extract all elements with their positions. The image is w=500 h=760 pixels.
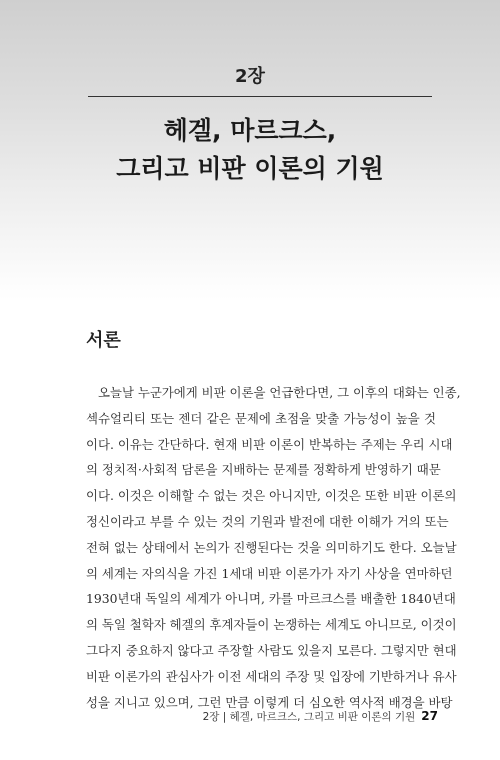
- body-line: 이다. 이유는 간단하다. 현재 비판 이론이 반복하는 주제는 우리 시대: [86, 436, 453, 452]
- body-line: 의 독일 철학자 헤겔의 후계자들이 논쟁하는 세계도 아니므로, 이것이: [86, 617, 457, 633]
- chapter-title-line-2: 그리고 비판 이론의 기원: [116, 154, 384, 183]
- body-line: 의 정치적·사회적 담론을 지배하는 문제를 정확하게 반영하기 때문: [86, 462, 441, 478]
- body-line: 그다지 중요하지 않다고 주장할 사람도 있을지 모른다. 그렇지만 현대: [86, 642, 457, 658]
- body-line: 전혀 없는 상태에서 논의가 진행된다는 것을 의미하기도 한다. 오늘날: [86, 539, 457, 555]
- running-head: 2장 | 헤겔, 마르크스, 그리고 비판 이론의 기원: [202, 711, 416, 723]
- chapter-number: 2장: [235, 66, 265, 87]
- body-line: 섹슈얼리티 또는 젠더 같은 문제에 초점을 맞출 가능성이 높을 것: [86, 410, 436, 426]
- body-line: 성을 지니고 있으며, 그런 만큼 이렇게 더 심오한 역사적 배경을 바탕: [86, 694, 453, 710]
- body-line: 비판 이론가의 관심사가 이전 세대의 주장 및 입장에 기반하거나 유사: [86, 668, 457, 684]
- body-line: 이다. 이것은 이해할 수 없는 것은 아니지만, 이것은 또한 비판 이론의: [86, 488, 457, 504]
- body-line: 의 세계는 자의식을 가진 1세대 비판 이론가가 자기 사상을 연마하던: [86, 565, 453, 581]
- body-line: 1930년대 독일의 세계가 아니며, 카를 마르크스를 배출한 1840년대: [86, 591, 456, 607]
- body-line: 오늘날 누군가에게 비판 이론을 언급한다면, 그 이후의 대화는 인종,: [98, 385, 461, 400]
- chapter-title: [0, 112, 500, 188]
- page-number: 27: [421, 709, 438, 723]
- section-heading: 서론: [86, 330, 121, 351]
- chapter-divider: [88, 96, 432, 97]
- page-footer: [0, 709, 438, 724]
- body-line: 정신이라고 부를 수 있는 것의 기원과 발전에 대한 이해가 거의 또는: [86, 513, 449, 529]
- body-paragraph: [86, 380, 461, 715]
- chapter-title-line-1: 헤겔, 마르크스,: [163, 116, 337, 145]
